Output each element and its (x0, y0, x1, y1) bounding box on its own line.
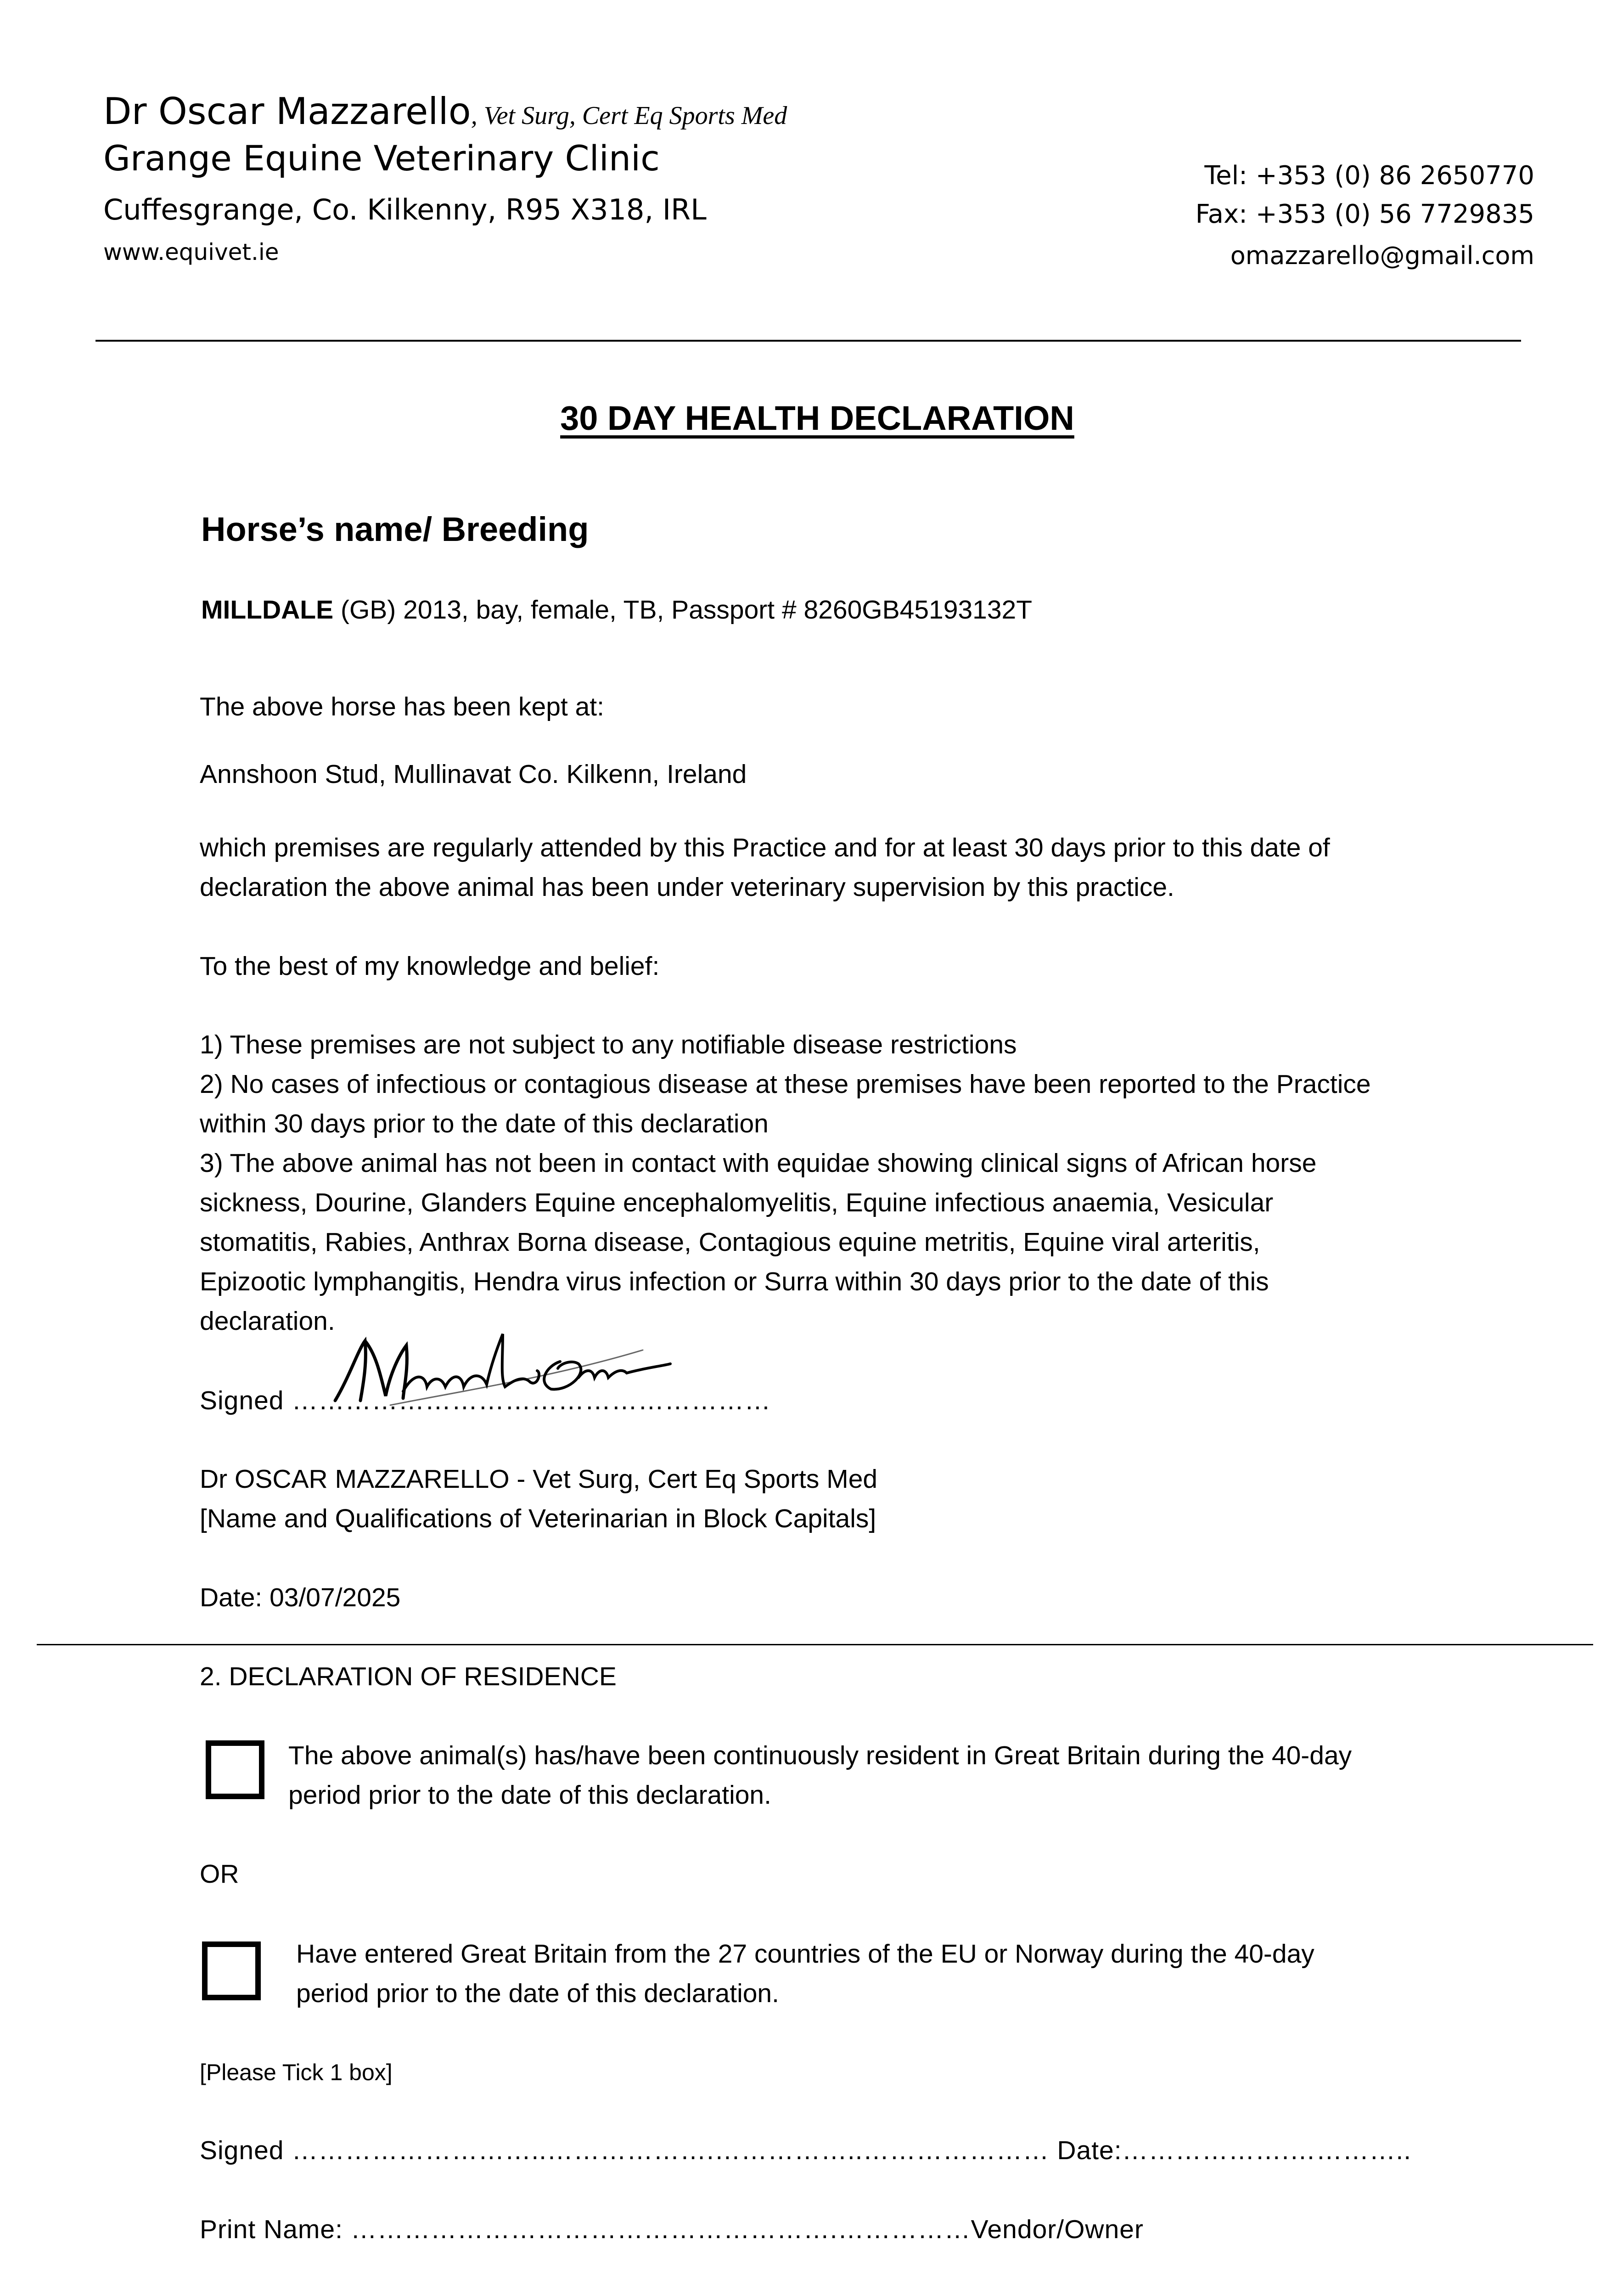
owner-print-name-line: Print Name: ……………………………………………….……………Vendor/Owner (200, 2215, 1144, 2244)
section-divider (37, 1644, 1593, 1645)
email-link[interactable]: omazzarello@gmail.com (1230, 241, 1534, 270)
supervision-line-2: declaration the above animal has been under veterinary supervision by this practice. (200, 872, 1174, 902)
declaration-date: Date: 03/07/2025 (200, 1583, 401, 1612)
or-label: OR (200, 1859, 239, 1889)
vet-name-block: Dr OSCAR MAZZARELLO - Vet Surg, Cert Eq Sports Med (200, 1464, 878, 1494)
kept-at-label: The above horse has been kept at: (200, 692, 604, 721)
horse-heading: Horse’s name/ Breeding (201, 510, 589, 548)
phone-number: Tel: +353 (0) 86 2650770 (1204, 161, 1534, 191)
letterhead-vet-name (103, 90, 787, 133)
fax-number: Fax: +353 (0) 56 7729835 (1195, 199, 1534, 229)
handwritten-signature (321, 1322, 680, 1414)
owner-signed-line: Signed ………………………..……………….……………..………………… Date:……………….………….. (200, 2136, 1412, 2165)
vet-name-note: [Name and Qualifications of Veterinarian in Block Capitals] (200, 1504, 876, 1533)
header-divider (95, 340, 1521, 342)
statement-line: within 30 days prior to the date of this declaration (200, 1109, 769, 1138)
statement-line: stomatitis, Rabies, Anthrax Borna disease, Contagious equine metritis, Equine viral arteritis, (200, 1227, 1260, 1257)
supervision-line-1: which premises are regularly attended by this Practice and for at least 30 days prior to this date of (200, 833, 1330, 862)
signed-label: Signed ……………………………………………… (200, 1386, 771, 1415)
vet-name: Dr Oscar Mazzarello (103, 90, 471, 133)
horse-details: (GB) 2013, bay, female, TB, Passport # 8260GB45193132T (333, 595, 1033, 625)
clinic-name: Grange Equine Veterinary Clinic (103, 138, 660, 179)
premises-address: Annshoon Stud, Mullinavat Co. Kilkenn, Ireland (200, 760, 747, 789)
tick-instruction: [Please Tick 1 box] (200, 2060, 393, 2085)
residence-option-1-line: The above animal(s) has/have been continuously resident in Great Britain during the 40-day (288, 1741, 1352, 1770)
statement-line: 3) The above animal has not been in contact with equidae showing clinical signs of African horse (200, 1148, 1317, 1178)
document-title: 30 DAY HEALTH DECLARATION (560, 399, 1074, 437)
vet-qualifications: , Vet Surg, Cert Eq Sports Med (471, 101, 787, 130)
website-link[interactable]: www.equivet.ie (103, 239, 279, 265)
residence-checkbox-1[interactable] (206, 1740, 264, 1799)
horse-name: MILLDALE (201, 595, 334, 625)
residence-heading: 2. DECLARATION OF RESIDENCE (200, 1662, 617, 1691)
statement-line: 2) No cases of infectious or contagious disease at these premises have been reported to the Practice (200, 1069, 1371, 1099)
horse-details-line (201, 590, 1032, 630)
residence-option-1-line: period prior to the date of this declaration. (288, 1780, 771, 1810)
statement-line: sickness, Dourine, Glanders Equine encephalomyelitis, Equine infectious anaemia, Vesicular (200, 1188, 1274, 1217)
statement-line: Epizootic lymphangitis, Hendra virus infection or Surra within 30 days prior to the date of this (200, 1267, 1269, 1296)
residence-option-2-line: period prior to the date of this declaration. (296, 1979, 779, 2008)
clinic-address: Cuffesgrange, Co. Kilkenny, R95 X318, IRL (103, 193, 707, 226)
belief-intro: To the best of my knowledge and belief: (200, 951, 660, 981)
statement-line: declaration. (200, 1306, 335, 1336)
residence-checkbox-2[interactable] (202, 1941, 261, 2000)
statement-line: 1) These premises are not subject to any notifiable disease restrictions (200, 1030, 1017, 1059)
residence-option-2-line: Have entered Great Britain from the 27 countries of the EU or Norway during the 40-day (296, 1939, 1314, 1969)
